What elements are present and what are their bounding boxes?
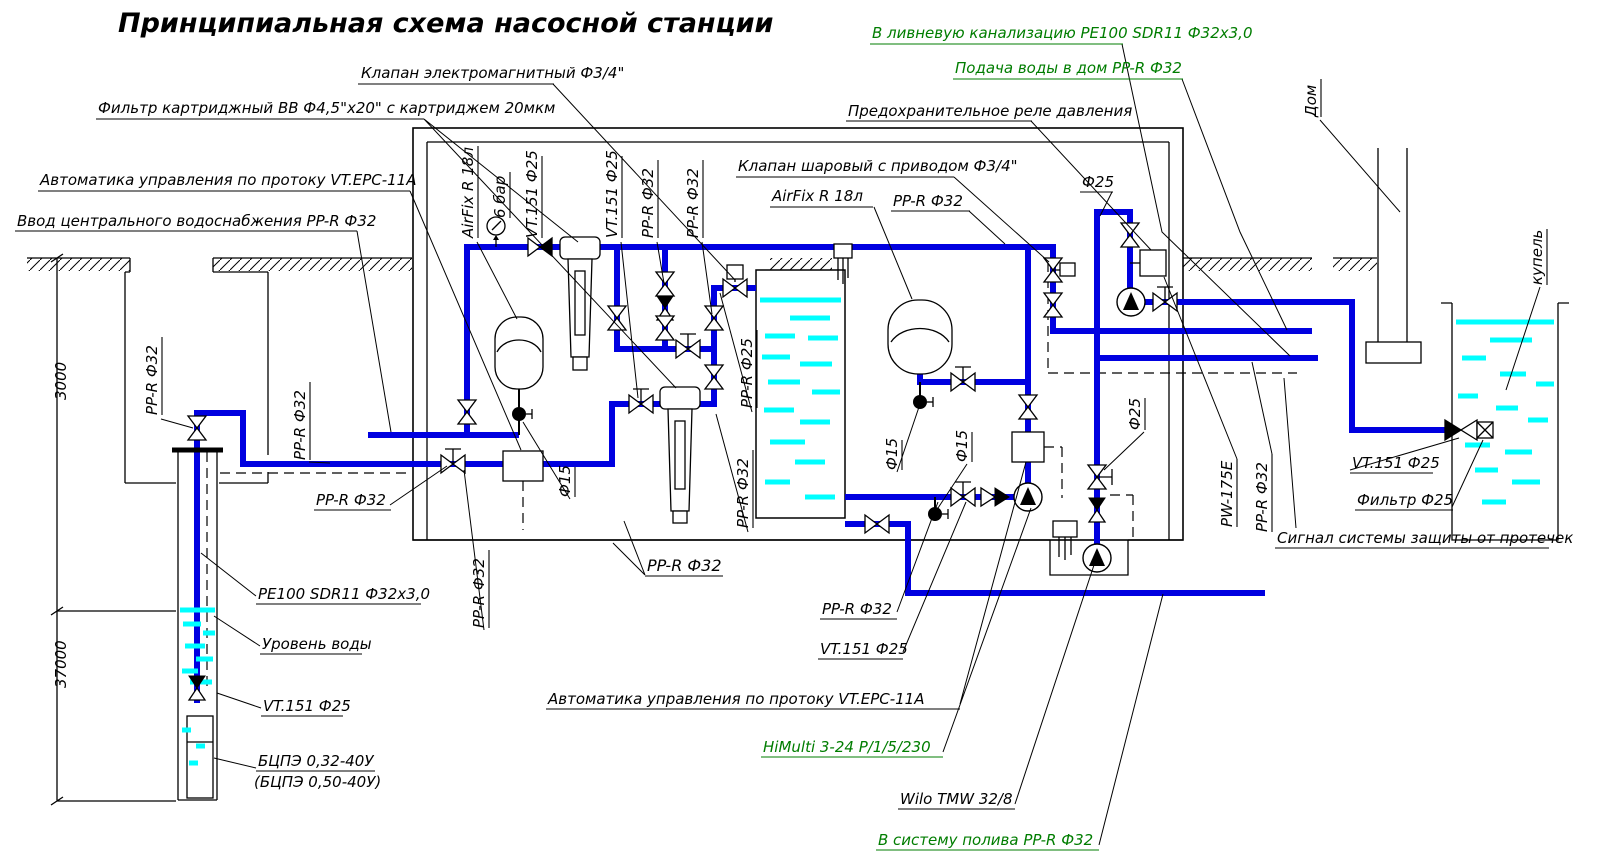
booster-pump-icon — [1117, 288, 1145, 316]
callout-solenoid-valve: Клапан электромагнитный Ф3/4" — [361, 64, 625, 82]
callout-ppr32-bottom: PP-R Ф32 — [822, 600, 892, 618]
callout-himulti: HiMulti 3-24 P/1/5/230 — [763, 738, 931, 756]
callout-ball-valve-actuator: Клапан шаровый с приводом Ф3/4" — [738, 157, 1018, 175]
pressure-relay-box — [1140, 250, 1166, 276]
vlabel-f15-a: Ф15 — [556, 465, 574, 497]
callout-storm-sewer: В ливневую канализацию PE100 SDR11 Ф32x3,0 — [872, 24, 1253, 42]
vlabel-6bar: 6 бар — [491, 175, 509, 218]
callout-vt151-kupel: VT.151 Ф25 — [1352, 454, 1440, 472]
sump-pump-icon — [1083, 544, 1111, 572]
vlabel-ppr32-b: PP-R Ф32 — [684, 168, 702, 238]
flow-controller-box-2 — [1012, 432, 1044, 462]
cartridge-filter-2 — [660, 387, 700, 409]
drain-tap-3-icon — [928, 507, 948, 521]
callout-bcpe-1: БЦПЭ 0,32-40У — [258, 752, 374, 770]
vlabel-f15-b: Ф15 — [883, 438, 901, 470]
callout-ppr32-left: PP-R Ф32 — [316, 491, 386, 509]
vlabel-ppr32-a: PP-R Ф32 — [639, 168, 657, 238]
dimension-37000: 37000 — [52, 640, 70, 688]
cartridge-filter-1 — [560, 237, 600, 259]
tank-feed-valve-icon — [705, 306, 723, 330]
float-switch-sump — [1053, 521, 1077, 537]
vlabel-vt151-b: VT.151 Ф25 — [603, 150, 621, 238]
expansion-vessel-2 — [888, 300, 952, 374]
callout-water-level: Уровень воды — [262, 635, 372, 653]
sump-check-valve-icon — [1089, 498, 1105, 522]
callout-filter-f25: Фильтр Ф25 — [1357, 491, 1454, 509]
callout-house-supply: Подача воды в дом PP-R Ф32 — [955, 59, 1182, 77]
vlabel-kupel: купель — [1528, 229, 1546, 285]
sump-riser-valve-icon — [1088, 465, 1112, 489]
ball-valve-icon — [528, 238, 552, 256]
vlabel-airfix-1: AirFix R 18л — [459, 147, 477, 238]
tank-drain-valve-icon — [865, 515, 889, 533]
kupel-line-valve-icon — [1153, 287, 1177, 311]
bypass-valve-top-icon — [656, 272, 674, 296]
basin-check-valve — [1445, 420, 1461, 440]
piping-blue — [197, 212, 1450, 703]
float-switch-tank — [834, 244, 852, 258]
drain-tap-2-icon — [913, 395, 933, 409]
callout-vt151-bottom: VT.151 Ф25 — [820, 640, 908, 658]
vessel2-valve-icon — [951, 367, 975, 391]
callout-vt151-well: VT.151 Ф25 — [263, 697, 351, 715]
dimension-3000: 3000 — [52, 361, 70, 400]
riser-valve-icon — [458, 400, 476, 424]
flow-controller-box-1 — [503, 451, 543, 481]
callout-flow-control-top: Автоматика управления по протоку VT.EPC-11A — [40, 171, 417, 189]
callout-airfix-2: AirFix R 18л — [772, 187, 863, 205]
callout-flow-control-bottom: Автоматика управления по протоку VT.EPC-11A — [548, 690, 925, 708]
callout-pe100: PE100 SDR11 Ф32x3,0 — [258, 585, 431, 603]
vlabel-pw175e: PW-175E — [1218, 460, 1236, 527]
valve-actuator — [1060, 263, 1075, 276]
callout-wilo: Wilo TMW 32/8 — [900, 790, 1013, 808]
callout-f25-top: Ф25 — [1082, 173, 1114, 191]
callout-pressure-relay: Предохранительное реле давления — [848, 102, 1133, 120]
filter2-valve-icon — [629, 389, 653, 413]
vlabel-ppr32-well-in: PP-R Ф32 — [143, 345, 161, 415]
vlabel-ppr32-well-out: PP-R Ф32 — [291, 390, 309, 460]
drain-tap-1-icon — [512, 407, 532, 421]
callout-central-inlet: Ввод центрального водоснабжения PP-R Ф32 — [17, 212, 377, 230]
vlabel-f15-c: Ф15 — [953, 430, 971, 462]
vlabel-ppr32-tank: PP-R Ф32 — [734, 458, 752, 528]
bypass-valve-bottom-icon — [656, 316, 674, 340]
labels — [17, 8, 1573, 849]
vlabel-ppr32-exit: PP-R Ф32 — [1253, 462, 1271, 532]
vlabel-vt151-a: VT.151 Ф25 — [523, 150, 541, 238]
vlabel-ppr25-tank: PP-R Ф25 — [738, 338, 756, 408]
pump-check-valve-icon — [981, 488, 1009, 506]
riser2-valve-icon — [1019, 395, 1037, 419]
house-foundation — [1366, 342, 1421, 363]
himulti-pump-icon — [1014, 483, 1042, 511]
callout-bcpe-2: (БЦПЭ 0,50-40У) — [254, 773, 382, 791]
filter2-outlet-valve-icon — [705, 365, 723, 389]
house-line-valve-icon — [1044, 293, 1062, 317]
cross-valve-icon — [676, 334, 700, 358]
relay-line-valve-icon — [1121, 223, 1139, 247]
callout-irrigation: В систему полива PP-R Ф32 — [878, 831, 1094, 849]
vlabel-ppr32-inlet: PP-R Ф32 — [470, 558, 488, 628]
inlet-ball-valve-icon — [441, 449, 465, 473]
foot-check-valve-icon — [189, 676, 205, 700]
vlabel-dom: Дом — [1302, 84, 1320, 117]
suction-valve-icon — [951, 482, 975, 506]
well-valve-icon — [188, 416, 206, 440]
tank-lid-hatch — [770, 258, 832, 270]
ground-hatch — [27, 258, 1377, 271]
vlabel-f25-riser: Ф25 — [1126, 398, 1144, 430]
expansion-vessel-1 — [495, 317, 543, 389]
callout-ppr32-bottom-center: PP-R Ф32 — [647, 556, 722, 575]
page-title: Принципиальная схема насосной станции — [118, 8, 774, 39]
solenoid-coil — [727, 265, 743, 279]
callout-leak-signal: Сигнал системы защиты от протечек — [1277, 529, 1574, 547]
pressure-gauge-icon — [487, 217, 505, 247]
callout-ppr32-top: PP-R Ф32 — [893, 192, 963, 210]
callout-cartridge-filter: Фильтр картриджный BB Ф4,5"x20" с картриджем 20мкм — [98, 99, 556, 117]
signal-dashed-lines — [207, 262, 1297, 690]
